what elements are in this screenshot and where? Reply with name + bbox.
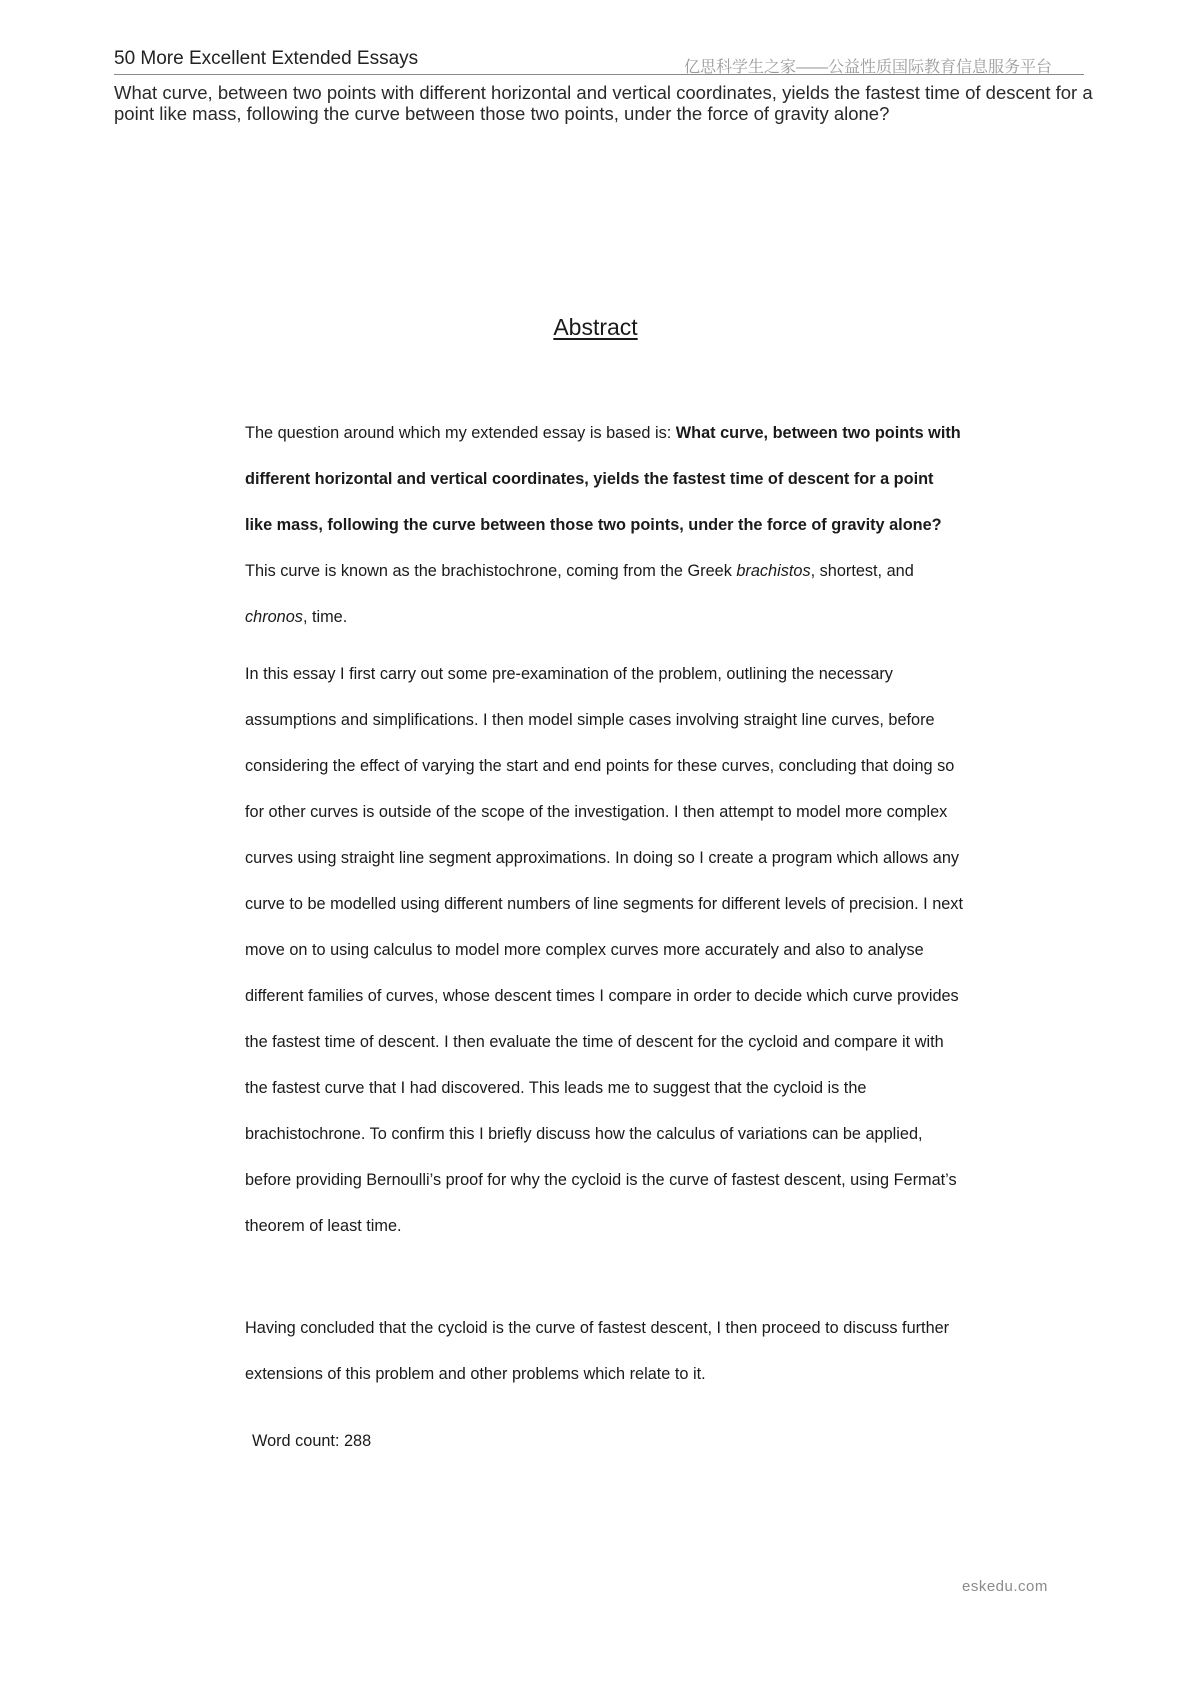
word-count: Word count: 288: [252, 1432, 372, 1450]
page-header: [114, 46, 1084, 75]
site-banner: 亿思科学生之家——公益性质国际教育信息服务平台: [684, 59, 1053, 76]
p1-intro: The question around which my extended essay is based is:: [245, 424, 676, 442]
book-title: 50 More Excellent Extended Essays: [114, 48, 419, 69]
abstract-paragraph-1: [245, 410, 965, 640]
abstract-paragraph-2: In this essay I first carry out some pre-examination of the problem, outlining the necessary assumptions and simplifications. I then model simple cases involving straight line curves, before considering the effect of varying the start and end points for these curves, concluding that doing so for other curves is outside of the scope of the investigation. I then attempt to model more complex curves using straight line segment approximations. In doing so I create a program which allows any curve to be modelled using different numbers of line segments for different levels of precision. I next move on to using calculus to model more complex curves more accurately and also to analyse different families of curves, whose descent times I compare in order to decide which curve provides the fastest time of descent. I then evaluate the time of descent for the cycloid and compare it with the fastest curve that I had discovered. This leads me to suggest that the cycloid is the brachistochrone. To confirm this I briefly discuss how the calculus of variations can be applied, before providing Bernoulli’s proof for why the cycloid is the curve of fastest descent, using Fermat’s theorem of least time.: [245, 665, 963, 1235]
p1-term-brachistos: brachistos: [736, 562, 811, 580]
p1-after: This curve is known as the brachistochrone, coming from the Greek: [245, 562, 737, 580]
p1-question: What curve, between two points with different horizontal and vertical coordinates, yields the fastest time of descent for a point like mass, following the curve between those two points, under the force of gravity alone?: [245, 424, 961, 534]
p1-mid: , shortest, and: [810, 562, 914, 580]
footer-site: eskedu.com: [962, 1578, 1048, 1595]
p1-end: , time.: [302, 608, 348, 626]
abstract-paragraph-3: Having concluded that the cycloid is the curve of fastest descent, I then proceed to discuss further extensions of this problem and other problems which relate to it.: [245, 1319, 950, 1383]
abstract-heading: Abstract: [553, 314, 638, 340]
p1-term-chronos: chronos: [245, 608, 303, 626]
research-question: What curve, between two points with different horizontal and vertical coordinates, yields the fastest time of descent for a point like mass, following the curve between those two points, under the force of gravity alone?: [114, 82, 1093, 124]
